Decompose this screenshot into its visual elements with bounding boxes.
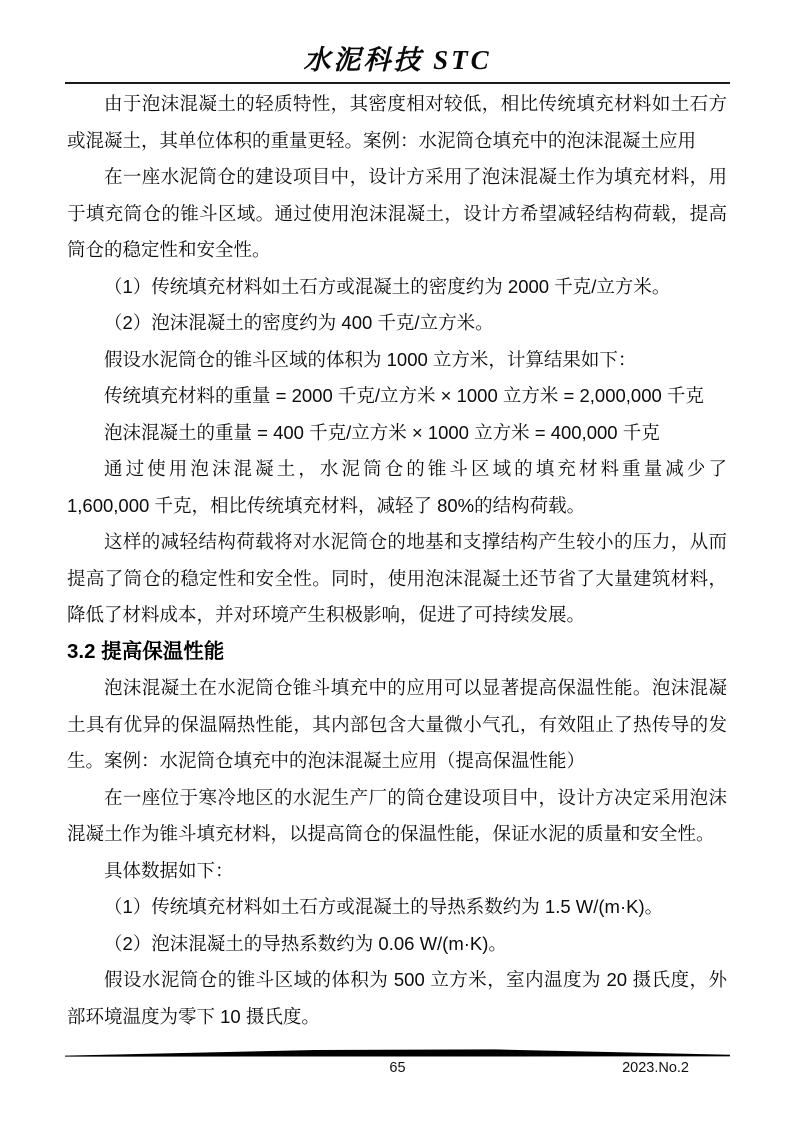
paragraph: 泡沫混凝土在水泥筒仓锥斗填充中的应用可以显著提高保温性能。泡沫混凝土具有优异的保温隔热性能，其内部包含大量微小气孔，有效阻止了热传导的发生。案例：水泥筒仓填充中的泡沫混凝土应用（提高保温性能） bbox=[67, 677, 727, 771]
formula-line: 传统填充材料的重量 = 2000 千克/立方米 × 1000 立方米 = 2,000,000 千克 bbox=[104, 385, 704, 406]
section-heading: 3.2 提高保温性能 bbox=[67, 639, 225, 663]
footer-page-number: 65 bbox=[389, 1060, 406, 1076]
footer-rule bbox=[65, 1049, 730, 1058]
paragraph: 由于泡沫混凝土的轻质特性，其密度相对较低，相比传统填充材料如土石方或混凝土，其单位体积的重量更轻。案例：水泥筒仓填充中的泡沫混凝土应用 bbox=[67, 93, 727, 151]
paragraph: （2）泡沫混凝土的导热系数约为 0.06 W/(m·K)。 bbox=[104, 932, 507, 954]
journal-title: 水泥科技 STC bbox=[303, 45, 492, 75]
journal-header bbox=[65, 0, 730, 84]
paragraph: （2）泡沫混凝土的密度约为 400 千克/立方米。 bbox=[104, 312, 494, 333]
paragraph: 假设水泥筒仓的锥斗区域的体积为 500 立方米，室内温度为 20 摄氏度，外部环境温度为零下 10 摄氏度。 bbox=[67, 969, 727, 1027]
paragraph: 通过使用泡沫混凝土，水泥筒仓的锥斗区域的填充材料重量减少了 1,600,000 千克，相比传统填充材料，减轻了 80%的结构荷载。 bbox=[67, 458, 727, 516]
header-rule bbox=[65, 82, 730, 84]
document-body bbox=[67, 86, 727, 1035]
paragraph: 具体数据如下： bbox=[104, 859, 234, 881]
footer-issue-label: 2023.No.2 bbox=[622, 1060, 689, 1076]
paragraph: （1）传统填充材料如土石方或混凝土的密度约为 2000 千克/立方米。 bbox=[104, 275, 671, 297]
paragraph: 这样的减轻结构荷载将对水泥筒仓的地基和支撑结构产生较小的压力，从而提高了筒仓的稳定性和安全性。同时，使用泡沫混凝土还节省了大量建筑材料，降低了材料成本，并对环境产生积极影响，促进了可持续发展。 bbox=[67, 531, 727, 625]
paragraph: 假设水泥筒仓的锥斗区域的体积为 1000 立方米，计算结果如下： bbox=[104, 348, 637, 370]
formula-line: 泡沫混凝土的重量 = 400 千克/立方米 × 1000 立方米 = 400,000 千克 bbox=[104, 421, 660, 443]
paragraph: 在一座水泥筒仓的建设项目中，设计方采用了泡沫混凝土作为填充材料，用于填充筒仓的锥斗区域。通过使用泡沫混凝土，设计方希望减轻结构荷载，提高筒仓的稳定性和安全性。 bbox=[67, 166, 727, 260]
paragraph: 在一座位于寒冷地区的水泥生产厂的筒仓建设项目中，设计方决定采用泡沫混凝土作为锥斗填充材料，以提高筒仓的保温性能，保证水泥的质量和安全性。 bbox=[67, 786, 727, 844]
paragraph: （1）传统填充材料如土石方或混凝土的导热系数约为 1.5 W/(m·K)。 bbox=[104, 896, 664, 917]
